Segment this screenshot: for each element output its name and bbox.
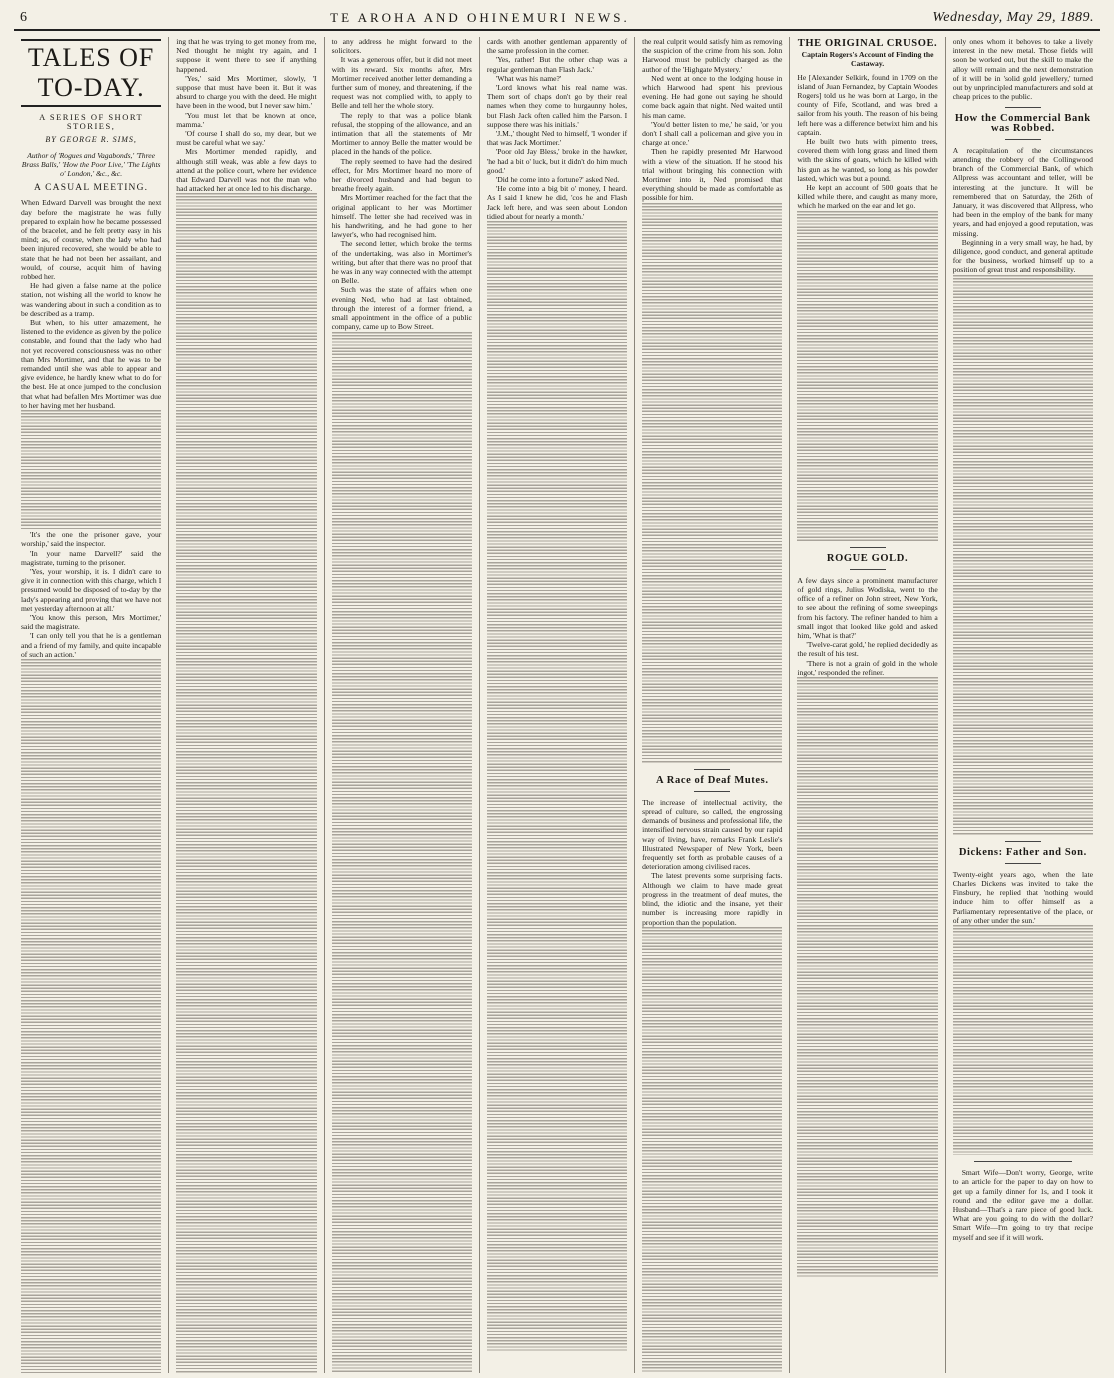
body-text-block bbox=[487, 221, 627, 1351]
paragraph: only ones whom it behoves to take a lively interest in the new metal. Those fields will soon be worked out, but the skill to make the alloy will remain and the next demonstration of it will be in 'solid gold jewellery,' turned out by unprincipled manufacturers and sold at cheap prices to the public. bbox=[952, 37, 1093, 102]
page-number: 6 bbox=[20, 10, 28, 25]
paragraph: 'Of course I shall do so, my dear, but we must be careful what we say.' bbox=[176, 129, 317, 148]
paragraph: 'Lord knows what his real name was. Them sort of chaps don't go by their real names when they come to hurgaunny holes, but Flash Jack often called him the Parson. I suppose there was his initials.' bbox=[486, 83, 628, 129]
body-text-block bbox=[642, 203, 782, 763]
paragraph: Smart Wife—Don't worry, George, write to an article for the paper to day on how to get up a family dinner for 1s, and I took it round and the editor gave me a dollar. Husband—That's a rare piece of good luck. What are you going to do with the dollar? Smart Wife—I'm going to try that recipe myself and see if it will work. bbox=[952, 1168, 1093, 1242]
column-1 bbox=[14, 37, 169, 1373]
paragraph: 'You'd better listen to me,' he said, 'or you don't I shall call a policeman and give you in charge at once.' bbox=[642, 119, 783, 148]
paragraph: But when, to his utter amazement, he listened to the evidence as given by the police constable, and found that the lady who had not yet recovered consciousness was no other than Mrs Mortimer, and that he was to be remanded until she was able to appear and give evidence, he hardly knew what to do for the best. He at once jumped to the conclusion that what had befallen Mrs Mortimer was due to her having met her husband. bbox=[21, 318, 162, 410]
paragraph: 'What was his name?' bbox=[495, 73, 562, 83]
paragraph: 'I can only tell you that he is a gentleman and a friend of my family, and quite incapable of such an action.' bbox=[21, 631, 162, 659]
byline: BY GEORGE R. SIMS, bbox=[45, 135, 137, 145]
paragraph: 'Yes, rather! But the other chap was a regular gentleman than Flash Jack.' bbox=[486, 55, 628, 74]
paragraph: Ned went at once to the lodging house in which Harwood had spent his previous evening. He had gone out saying he should come back again that night. Ned waited until his man came. bbox=[642, 73, 783, 120]
issue-date: Wednesday, May 29, 1889. bbox=[932, 10, 1094, 25]
paragraph: A few days since a prominent manufacturer of gold rings, Julius Wodiska, went to the office of a refiner on John street, New York, to see about the refining of some sweepings from his factory. The refiner handed to him a small ingot that looked like gold and asked him, 'What is that?' bbox=[797, 575, 938, 641]
paragraph: He kept an account of 500 goats that he killed while there, and caught as many more, which he marked on the ear and let go. bbox=[797, 183, 938, 211]
paragraph: cards with another gentleman apparently of the same profession in the corner. bbox=[486, 37, 628, 56]
story-title: A CASUAL MEETING. bbox=[34, 183, 149, 194]
paragraph: Then he rapidly presented Mr Harwood with a view of the situation. If he stood his trial without bringing his connection with Mortimer into it, Ned promised that everything should be made as comfortable as possible for him. bbox=[642, 147, 783, 203]
rogue-gold-heading: ROGUE GOLD. bbox=[826, 552, 909, 564]
crusoe-heading: THE ORIGINAL CRUSOE. bbox=[797, 38, 938, 49]
paragraph: 'You must let that be known at once, mamma.' bbox=[176, 110, 317, 129]
paragraph: the real culprit would satisfy him as removing the suspicion of the crime from his son. John Harwood must be publicly charged as the author of the 'Highgate Mystery.' bbox=[642, 37, 783, 74]
divider bbox=[850, 547, 886, 548]
column-4 bbox=[480, 37, 635, 1373]
paragraph: 'J.M.,' thought Ned to himself, 'I wonder if that was Jack Mortimer.' bbox=[486, 129, 628, 148]
paragraph: 'Yes,' said Mrs Mortimer, slowly, 'I suppose that must have been it. But it was absurd to charge you with the deed. He might have been in the wood, but I never saw him.' bbox=[176, 73, 317, 111]
paragraph: to any address he might forward to the solicitors. bbox=[331, 37, 472, 56]
body-text-block bbox=[797, 677, 937, 1277]
body-text-block bbox=[332, 332, 472, 1372]
paragraph: 'There is not a grain of gold in the whole ingot,' responded the refiner. bbox=[797, 658, 938, 677]
divider bbox=[694, 769, 730, 770]
column-3 bbox=[325, 37, 480, 1373]
body-text-block bbox=[953, 925, 1093, 1155]
paragraph: The reply to that was a police blank refusal, the stopping of the allowance, and an intimation that all the statements of Mr Mortimer to annoy Belle the matter would be placed in the hands of the police. bbox=[331, 110, 472, 157]
paragraph: 'In your name Darvell?' said the magistrate, turning to the prisoner. bbox=[21, 548, 162, 567]
paragraph: When Edward Darvell was brought the next day before the magistrate he was fully prepared to explain how he became possessed of the bracelet, and he felt pretty easy in his mind; as, of course, when the lady who had been injured recovered, she would be able to state that he had not been her assailant, and would, of course, acquit him of having robbed her. bbox=[21, 198, 162, 282]
paragraph: 'He come into a big bit o' money, I heard. As I said I knew he did, 'cos he and Flash Jack left here, and was seen about London tidied about for nearly a month.' bbox=[486, 184, 628, 221]
paragraph: A recapitulation of the circumstances attending the robbery of the Collingwood branch of the Commercial Bank, of which Allpress was accountant and teller, will be interesting at the juncture. It will be remembered that on Saturday, the 26th of January, it was discovered that Allpress, who had been in the employ of the bank for many years, and had enjoyed a good reputation, was missing. bbox=[952, 145, 1093, 238]
series-line: A SERIES OF SHORT STORIES, bbox=[39, 112, 144, 132]
paragraph: The second letter, which broke the terms of the undertaking, was also in Mortimer's writing, but after that there was no proof that he was in any way connected with the attempt on Belle. bbox=[331, 239, 472, 286]
paragraph: Mrs Mortimer mended rapidly, and although still weak, was able a few days to attend at the police court, where her evidence that Edward Darvell was not the man who had attacked her at once led to his discharge. bbox=[176, 147, 317, 194]
paragraph: Twenty-eight years ago, when the late Charles Dickens was invited to take the Finsbury, he replied that 'nothing would induce him to offer himself as a Parliamentary representative of the place, or of any other under the sun.' bbox=[952, 869, 1093, 925]
body-text-block bbox=[176, 193, 316, 1373]
paragraph: Beginning in a very small way, he had, by diligence, good conduct, and general aptitude for the business, worked himself up to a position of great trust and responsibility. bbox=[952, 237, 1093, 275]
bank-robbery-heading: How the Commercial Bank was Robbed. bbox=[954, 113, 1091, 134]
column-7 bbox=[946, 37, 1100, 1373]
paragraph: 'Poor old Jay Bless,' broke in the hawker, 'he had a bit o' luck, but it didn't do him much good.' bbox=[486, 147, 628, 175]
divider bbox=[1005, 107, 1041, 108]
masthead bbox=[14, 0, 1100, 31]
divider bbox=[1005, 139, 1041, 140]
paragraph: ing that he was trying to get money from me, Ned thought he might try again, and I suppose it went there to see if anything happened. bbox=[176, 37, 317, 74]
paragraph: 'Twelve-carat gold,' he replied decidedly as the result of his test. bbox=[797, 640, 938, 659]
deaf-mutes-heading: A Race of Deaf Mutes. bbox=[655, 774, 769, 786]
body-text-block bbox=[21, 410, 161, 530]
divider bbox=[1005, 841, 1041, 842]
tales-heading: TALES OF TO-DAY. bbox=[21, 39, 161, 107]
body-text-block bbox=[642, 927, 782, 1373]
paragraph: He [Alexander Selkirk, found in 1709 on the island of Juan Fernandez, by Captain Woodes Rogers] told us he was born at Largo, in the county of Fife, Scotland, and was bred a sailor from his youth. The reason of his being left here was a difference betwixt him and his captain. bbox=[797, 72, 938, 137]
column-2 bbox=[169, 37, 324, 1373]
body-text-block bbox=[953, 275, 1093, 835]
paragraph: The latest prevents some surprising facts. Although we claim to have made great progress in the treatment of deaf mutes, the blind, the idiotic and the insane, yet their number is increasing more rapidly in proportion than the population. bbox=[642, 871, 783, 927]
body-text-block bbox=[21, 659, 161, 1373]
author-note: Author of 'Rogues and Vagabonds,' 'Three Brass Balls,' 'How the Poor Live,' 'The Lights o' London,' &c., &c. bbox=[21, 150, 161, 179]
paragraph: He had given a false name at the police station, not wishing all the world to know he was wandering about in such a condition as to be described as a tramp. bbox=[21, 281, 162, 318]
paragraph: It was a generous offer, but it did not meet with its reward. Six months after, Mrs Mortimer received another letter demanding a further sum of money, and threatening, if the request was not complied with, to apply to Belle and tell her the whole story. bbox=[331, 55, 472, 111]
divider bbox=[850, 569, 886, 570]
paragraph: The reply seemed to have had the desired effect, for Mrs Mortimer heard no more of her divorced husband and had begun to breathe freely again. bbox=[331, 156, 472, 194]
paragraph: 'Did he come into a fortune?' asked Ned. bbox=[495, 175, 620, 185]
paragraph: The increase of intellectual activity, the spread of culture, so called, the engrossing demands of business and professional life, the intensified nervous strain caused by our rapid way of living, have, remarks Frank Leslie's Illustrated Newspaper of New York, been frequently set forth as probable causes of a deterioration among civilised races. bbox=[642, 797, 783, 872]
column-layout bbox=[14, 37, 1100, 1373]
divider bbox=[1005, 863, 1041, 864]
paragraph: 'You know this person, Mrs Mortimer,' said the magistrate. bbox=[21, 612, 162, 632]
body-text-block bbox=[797, 211, 937, 541]
divider bbox=[974, 1161, 1072, 1162]
crusoe-subheading: Captain Rogers's Account of Finding the Castaway. bbox=[801, 50, 934, 69]
paragraph: Mrs Mortimer reached for the fact that the original applicant to her was Mortimer himself. The letter she had received was in his handwriting, and he had gone to her lawyer's, who had recognised him. bbox=[331, 193, 472, 240]
dickens-heading: Dickens: Father and Son. bbox=[958, 846, 1087, 858]
divider bbox=[694, 791, 730, 792]
column-6 bbox=[790, 37, 945, 1373]
newspaper-title: TE AROHA AND OHINEMURI NEWS. bbox=[330, 10, 630, 25]
paragraph: Such was the state of affairs when one evening Ned, who had at last obtained, through the interest of a former friend, a small appointment in the office of a public company, came up to Bow Street. bbox=[331, 285, 472, 332]
column-5 bbox=[635, 37, 790, 1373]
paragraph: 'It's the one the prisoner gave, your worship,' said the inspector. bbox=[21, 530, 162, 549]
paragraph: 'Yes, your worship, it is. I didn't care to give it in connection with this charge, which I presumed would be disposed of to-day by the lady's appearing and proving that we have not met yesterday afternoon at all.' bbox=[21, 566, 162, 613]
paragraph: He built two huts with pimento trees, covered them with long grass and lined them with the skins of goats, which he killed with his gun as he wanted, so long as his powder lasted, which was but a pound. bbox=[797, 137, 938, 183]
